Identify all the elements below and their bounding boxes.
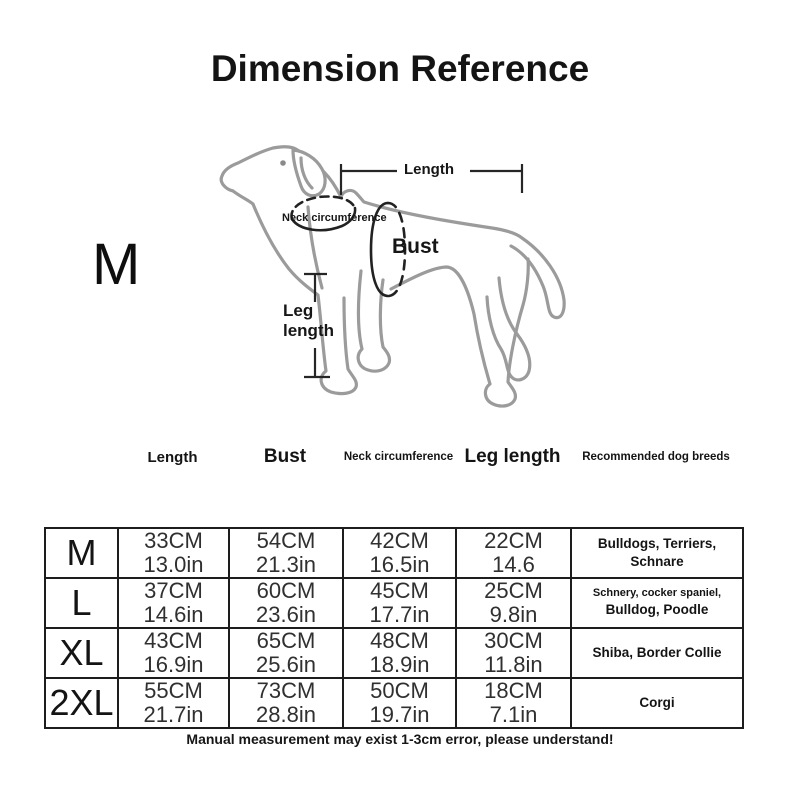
measurement-disclaimer: Manual measurement may exist 1-3cm error, please understand! bbox=[186, 731, 614, 747]
cm-value: 22CM bbox=[484, 528, 543, 554]
in-value: 21.3in bbox=[256, 552, 316, 577]
bust-cell bbox=[229, 578, 343, 628]
in-value: 11.8in bbox=[484, 652, 543, 677]
cm-value: 37CM bbox=[144, 578, 203, 604]
table-row bbox=[45, 678, 743, 728]
in-value: 13.0in bbox=[143, 552, 204, 577]
table-row bbox=[45, 628, 743, 678]
selected-size-letter: M bbox=[92, 232, 141, 297]
size-cell: XL bbox=[45, 628, 118, 678]
cm-value: 54CM bbox=[256, 528, 316, 554]
in-value: 19.7in bbox=[369, 702, 430, 727]
cm-value: 73CM bbox=[256, 678, 316, 704]
column-header-length: Length bbox=[147, 448, 198, 466]
breeds-cell bbox=[571, 628, 743, 678]
in-value: 16.5in bbox=[369, 552, 430, 577]
bust-label: Bust bbox=[392, 235, 439, 258]
header-spacer bbox=[44, 443, 117, 471]
leg-cell bbox=[456, 628, 571, 678]
neck-cell bbox=[343, 628, 456, 678]
in-value: 9.8in bbox=[489, 602, 538, 627]
length-cell bbox=[118, 628, 229, 678]
size-cell: 2XL bbox=[45, 678, 118, 728]
in-value: 14.6in bbox=[143, 602, 204, 627]
length-cell bbox=[118, 528, 229, 578]
length-cell bbox=[118, 678, 229, 728]
leg-length-label: Leg length bbox=[283, 301, 334, 341]
size-cell: M bbox=[45, 528, 118, 578]
page-title: Dimension Reference bbox=[210, 48, 590, 89]
in-value: 7.1in bbox=[489, 702, 538, 727]
cm-value: 42CM bbox=[370, 528, 429, 554]
breeds-line-2: Shiba, Border Collie bbox=[592, 644, 722, 660]
in-value: 17.7in bbox=[369, 602, 430, 627]
bust-cell bbox=[229, 528, 343, 578]
cm-value: 25CM bbox=[484, 578, 543, 604]
neck-cell bbox=[343, 528, 456, 578]
neck-cell bbox=[343, 578, 456, 628]
cm-value: 55CM bbox=[144, 678, 203, 704]
length-label: Length bbox=[404, 161, 454, 178]
breeds-cell bbox=[571, 578, 743, 628]
table-header-row bbox=[44, 443, 742, 471]
breeds-line-2: Bulldog, Poodle bbox=[605, 602, 709, 618]
bust-cell bbox=[229, 628, 343, 678]
cm-value: 65CM bbox=[256, 628, 316, 654]
size-cell: L bbox=[45, 578, 118, 628]
leg-cell bbox=[456, 578, 571, 628]
cm-value: 45CM bbox=[370, 578, 429, 604]
table-row bbox=[45, 578, 743, 628]
in-value: 25.6in bbox=[256, 652, 316, 677]
in-value: 23.6in bbox=[256, 602, 316, 627]
breeds-cell bbox=[571, 678, 743, 728]
cm-value: 50CM bbox=[370, 678, 429, 704]
in-value: 18.9in bbox=[369, 652, 430, 677]
table-row bbox=[45, 528, 743, 578]
in-value: 14.6 bbox=[492, 552, 535, 577]
breeds-line-2: Schnare bbox=[630, 554, 684, 569]
column-header-breeds: Recommended dog breeds bbox=[582, 451, 730, 463]
cm-value: 43CM bbox=[144, 628, 203, 654]
breeds-cell bbox=[571, 528, 743, 578]
cm-value: 60CM bbox=[256, 578, 316, 604]
leg-cell bbox=[456, 528, 571, 578]
length-cell bbox=[118, 578, 229, 628]
neck-circumference-label: Neck circumference bbox=[282, 212, 387, 224]
column-header-bust: Bust bbox=[263, 446, 307, 467]
dog-eye bbox=[280, 160, 286, 166]
in-value: 16.9in bbox=[143, 652, 204, 677]
column-header-neck: Neck circumference bbox=[343, 451, 454, 463]
size-table bbox=[44, 527, 744, 729]
cm-value: 30CM bbox=[484, 628, 543, 654]
neck-cell bbox=[343, 678, 456, 728]
breeds-line-2: Corgi bbox=[639, 694, 675, 710]
cm-value: 33CM bbox=[144, 528, 203, 554]
cm-value: 18CM bbox=[484, 678, 543, 704]
leg-cell bbox=[456, 678, 571, 728]
breeds-line-1: Schnery, cocker spaniel, bbox=[592, 587, 722, 600]
column-header-leg: Leg length bbox=[464, 446, 561, 467]
cm-value: 48CM bbox=[370, 628, 429, 654]
bust-cell bbox=[229, 678, 343, 728]
dog-outline bbox=[221, 147, 564, 406]
breeds-line-1: Bulldogs, Terriers, bbox=[597, 535, 717, 551]
in-value: 28.8in bbox=[256, 702, 316, 727]
in-value: 21.7in bbox=[143, 702, 204, 727]
